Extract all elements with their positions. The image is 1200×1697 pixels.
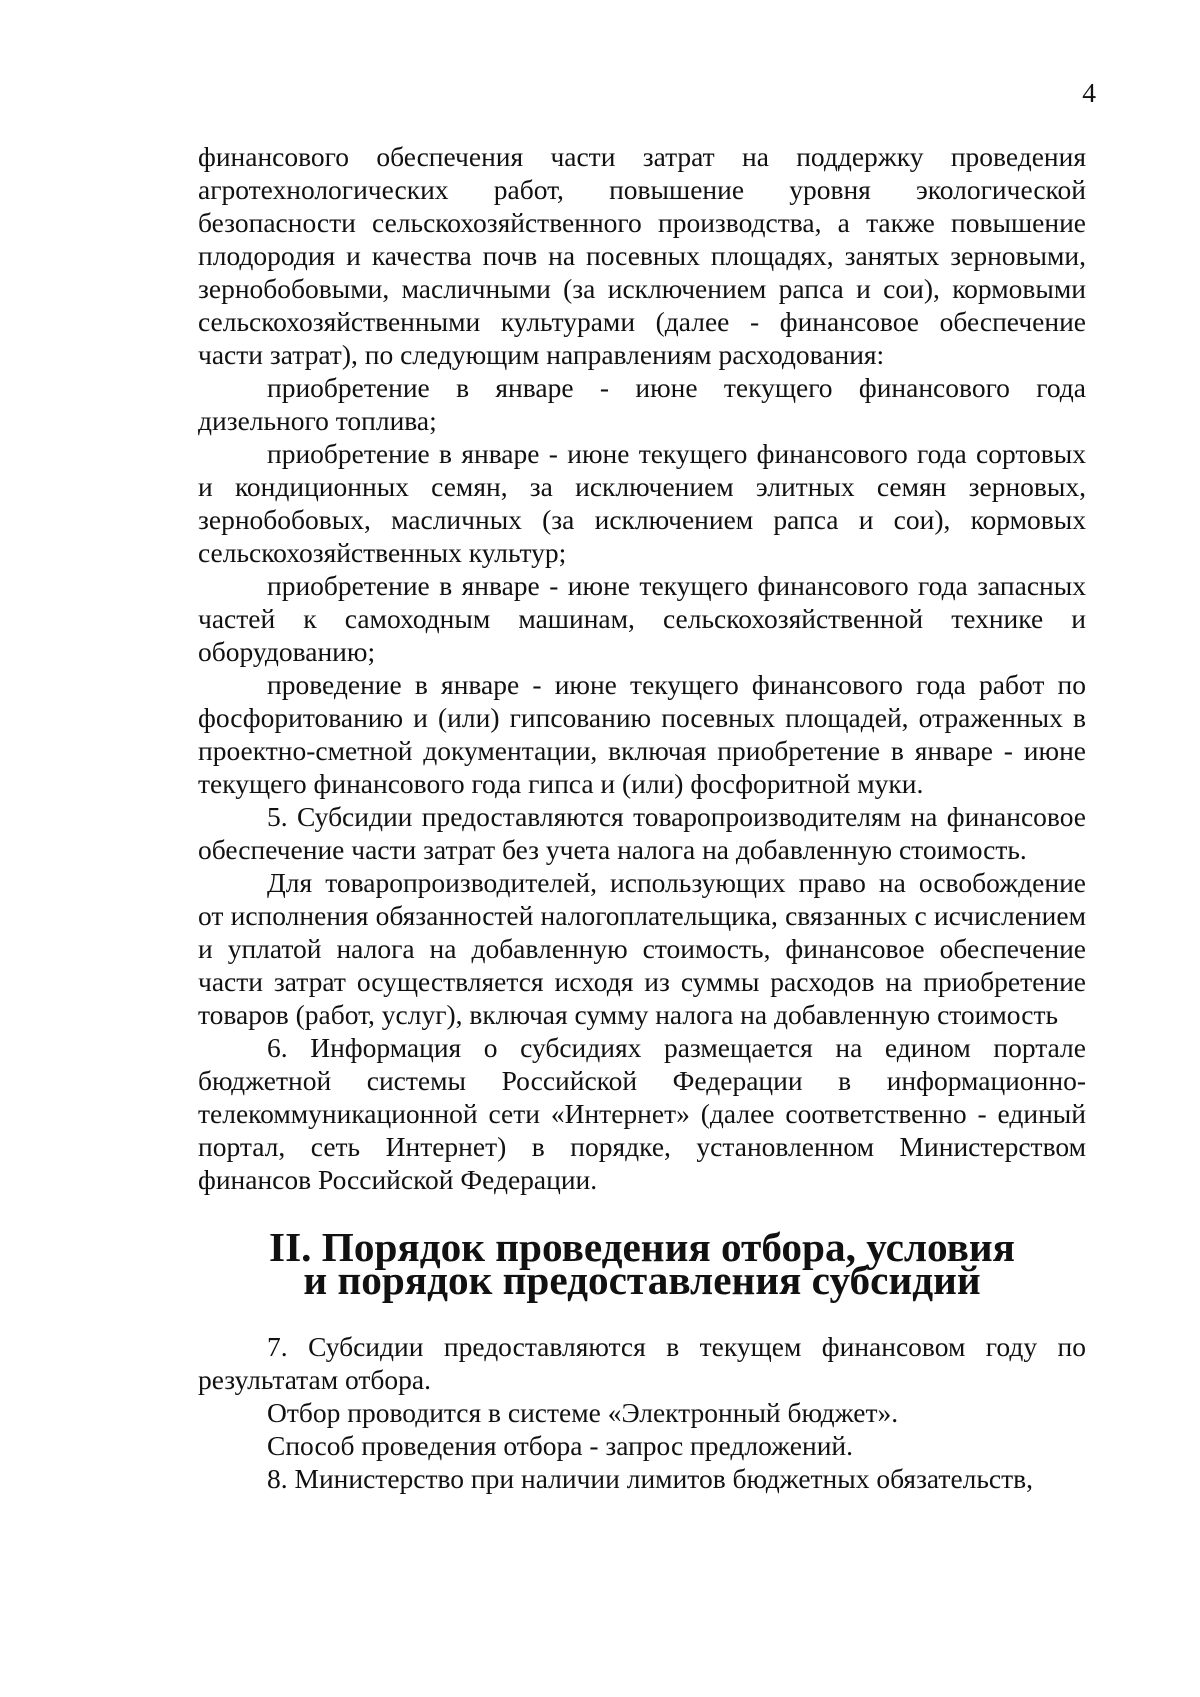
paragraph: 8. Министерство при наличии лимитов бюджетных обязательств, xyxy=(267,1463,1033,1494)
document-body xyxy=(198,140,1086,1495)
section-heading-line: II. Порядок проведения отбора, условия xyxy=(269,1224,1015,1270)
paragraph: 6. Информация о субсидиях размещается на едином портале бюджетной системы Российской Федерации в информационно-телекоммуникационной сети «Интернет» (далее соответственно - единый портал, сеть Интернет) в порядке, установленном Министерством финансов Российской Федерации. xyxy=(198,1032,1086,1195)
section-heading-line: и порядок предоставления субсидий xyxy=(303,1257,981,1303)
paragraph: приобретение в январе - июне текущего финансового года запасных частей к самоходным машинам, сельскохозяйственной технике и оборудованию; xyxy=(198,570,1086,667)
paragraph: 7. Субсидии предоставляются в текущем финансовом году по результатам отбора. xyxy=(198,1331,1086,1395)
paragraph: Способ проведения отбора - запрос предложений. xyxy=(267,1430,854,1461)
section-heading xyxy=(198,1224,1086,1303)
paragraph: Отбор проводится в системе «Электронный бюджет». xyxy=(267,1397,899,1428)
page-number: 4 xyxy=(1082,77,1096,108)
paragraph: 5. Субсидии предоставляются товаропроизводителям на финансовое обеспечение части затрат без учета налога на добавленную стоимость. xyxy=(198,801,1086,865)
paragraph: приобретение в январе - июне текущего финансового года сортовых и кондиционных семян, за исключением элитных семян зерновых, зернобобовых, масличных (за исключением рапса и сои), кормовых сельскохозяйственных культур; xyxy=(198,438,1086,568)
paragraph: проведение в январе - июне текущего финансового года работ по фосфоритованию и (или) гипсованию посевных площадей, отраженных в проектно-сметной документации, включая приобретение в январе - июне текущего финансового года гипса и (или) фосфоритной муки. xyxy=(198,669,1086,799)
paragraph: финансового обеспечения части затрат на поддержку проведения агротехнологических работ, повышение уровня экологической безопасности сельскохозяйственного производства, а также повышение плодородия и качества почв на посевных площадях, занятых зерновыми, зернобобовыми, масличными (за исключением рапса и сои), кормовыми сельскохозяйственными культурами (далее - финансовое обеспечение части затрат), по следующим направлениям расходования: xyxy=(198,141,1086,370)
paragraph: приобретение в январе - июне текущего финансового года дизельного топлива; xyxy=(198,372,1086,436)
paragraph: Для товаропроизводителей, использующих право на освобождение от исполнения обязанностей налогоплательщика, связанных с исчислением и уплатой налога на добавленную стоимость, финансовое обеспечение части затрат осуществляется исходя из суммы расходов на приобретение товаров (работ, услуг), включая сумму налога на добавленную стоимость xyxy=(198,867,1086,1030)
